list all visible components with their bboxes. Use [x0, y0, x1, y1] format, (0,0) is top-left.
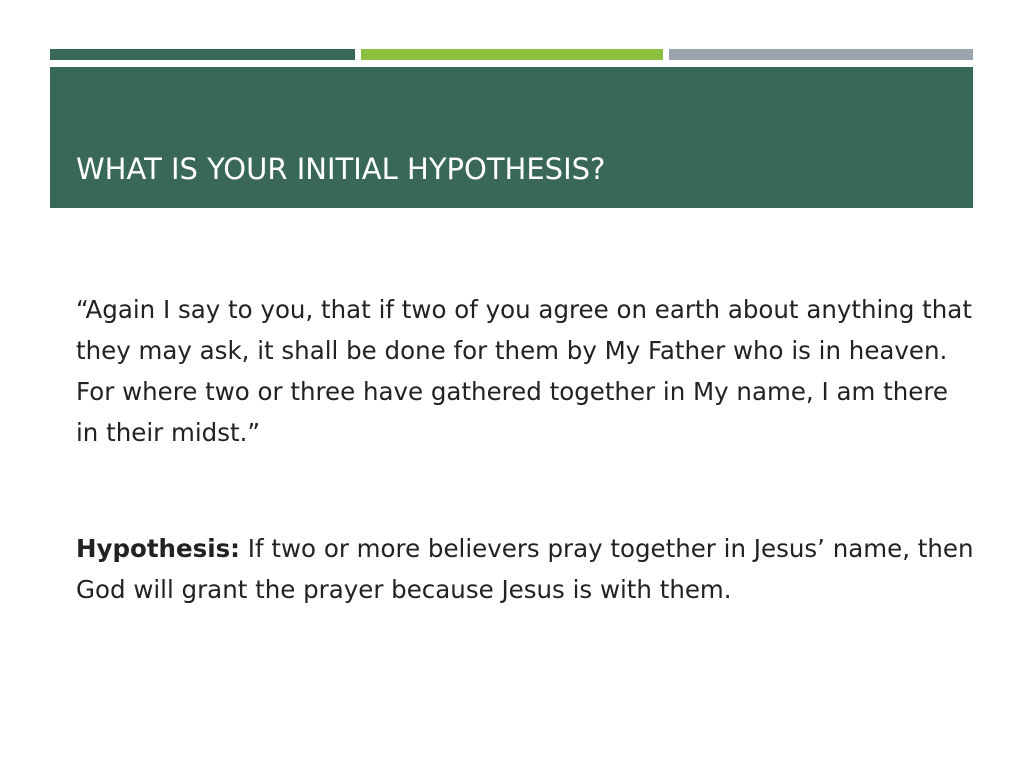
slide-title: WHAT IS YOUR INITIAL HYPOTHESIS?: [76, 152, 606, 186]
hypothesis-text: If two or more believers pray together in Jesus’ name, then God will grant the prayer because Jesus is with them.: [76, 534, 974, 604]
hypothesis-paragraph: [76, 528, 976, 610]
scripture-quote: “Again I say to you, that if two of you agree on earth about anything that they may ask, it shall be done for them by My Father who is in heaven. For where two or three have gathered together in My name, I am there in their midst.”: [76, 295, 972, 447]
hypothesis-label: Hypothesis:: [76, 534, 240, 563]
accent-bar-gray: [669, 49, 973, 60]
accent-bar-dark-green: [50, 49, 355, 60]
accent-bar-lime: [361, 49, 663, 60]
title-banner: [50, 67, 973, 208]
